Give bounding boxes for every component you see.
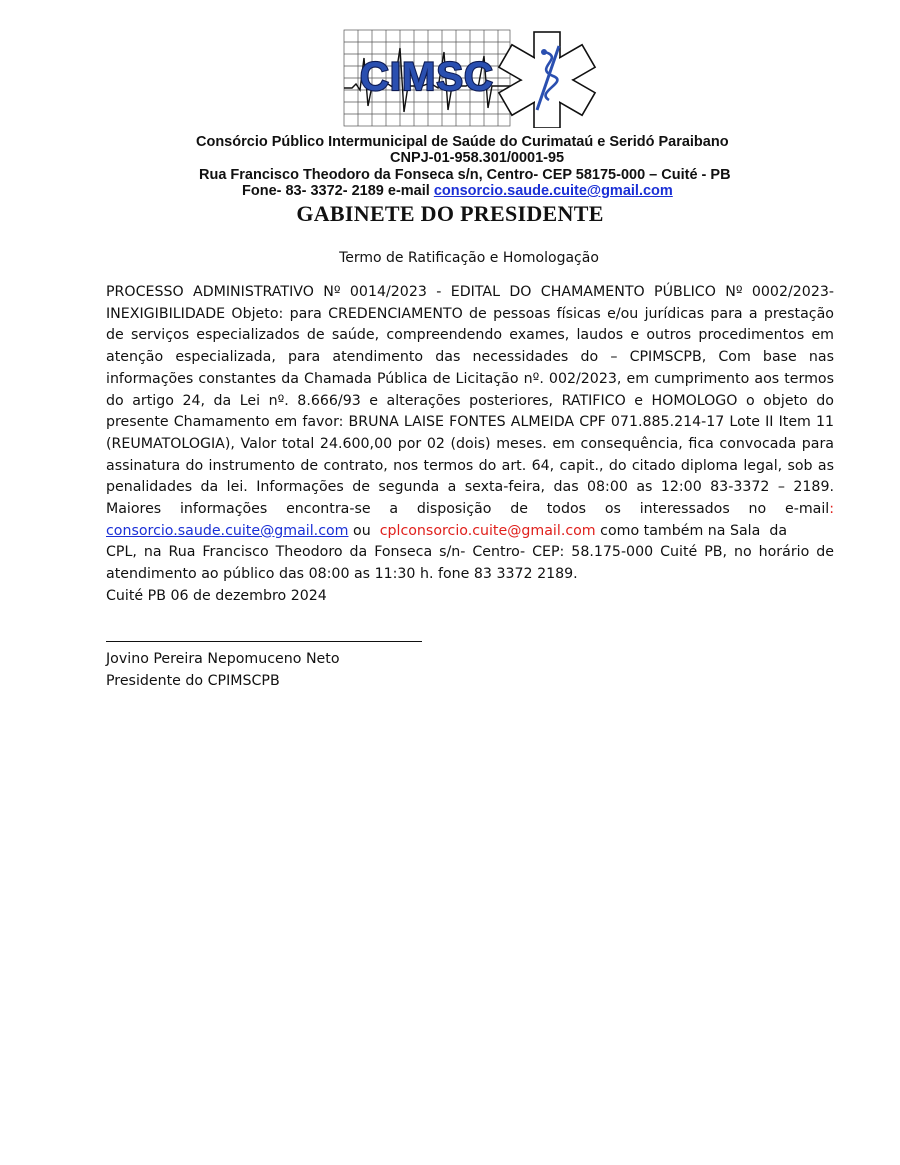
org-name: Consórcio Público Intermunicipal de Saúde do Curimataú e Seridó Paraibano [196, 134, 729, 150]
contact-word: interessados [639, 501, 730, 518]
body-line: penalidades da lei. Informações de segunda a sexta-feira, das 08:00 as 12:00 83-3372 – 2189. [106, 479, 834, 496]
body-line: atenção especializada, para atendimento das necessidades do – CPIMSCPB, Com base nas [106, 349, 834, 366]
after-emails-text: como também na Sala da [595, 522, 788, 539]
date-line: Cuité PB 06 de dezembro 2024 [106, 587, 327, 604]
body-line: assinatura do instrumento de contrato, nos termos do art. 64, capit., do citado diploma legal, sob as [106, 457, 834, 474]
signatory-name: Jovino Pereira Nepomuceno Neto [106, 651, 340, 667]
signatory-role: Presidente do CPIMSCPB [106, 672, 280, 689]
body-line: do artigo 24, da Lei nº. 8.666/93 e alterações posteriores, RATIFICO e HOMOLOGO o objeto do [106, 392, 834, 409]
contact-word: a [389, 501, 399, 518]
body-line: informações constantes da Chamada Pública de Licitação nº. 002/2023, em cumprimento aos termos [106, 370, 834, 387]
phone-text: Fone- 83- 3372- 2189 e-mail [242, 183, 434, 199]
body-line: CPL, na Rua Francisco Theodoro da Fonseca s/n- Centro- CEP: 58.175-000 Cuité PB, no horário de [106, 544, 834, 561]
body-line: (REUMATOLOGIA), Valor total 24.600,00 por 02 (dois) meses. em consequência, fica convocada para [106, 435, 834, 452]
body-line-emails [106, 521, 834, 543]
contact-line [242, 183, 673, 199]
contact-word: todos [546, 501, 587, 518]
signature-block [106, 649, 340, 692]
office-title: GABINETE DO PRESIDENTE [296, 201, 604, 226]
contact-word: no [748, 501, 767, 518]
body-line: de serviços especializados de saúde, compreendendo exames, laudos e outros procedimentos em [106, 327, 834, 344]
body-line: presente Chamamento em favor: BRUNA LAISE FONTES ALMEIDA CPF 071.885.214-17 Lote II Item 11 [106, 414, 834, 431]
header-email-link[interactable]: consorcio.saude.cuite@gmail.com [433, 183, 673, 199]
cnpj-number: CNPJ-01-958.301/0001-95 [390, 150, 565, 166]
contact-word: os [604, 501, 621, 518]
body-line: INEXIGIBILIDADE Objeto: para CREDENCIAMENTO de pessoas físicas e/ou jurídicas para a prestação [106, 305, 834, 322]
body-line: PROCESSO ADMINISTRATIVO Nº 0014/2023 - EDITAL DO CHAMAMENTO PÚBLICO Nº 0002/2023- [106, 284, 834, 300]
contact-word: informações [179, 501, 268, 518]
svg-text:CIMSC: CIMSC [360, 55, 494, 99]
document-body [106, 282, 834, 608]
contact-word: e-mail: [784, 501, 834, 518]
signature-line [106, 641, 422, 642]
contact-word: Maiores [106, 501, 162, 518]
contact-word: encontra-se [286, 501, 371, 518]
contact-word: de [510, 501, 528, 518]
body-email-link-2[interactable]: cplconsorcio.cuite@gmail.com [379, 522, 596, 539]
org-address: Rua Francisco Theodoro da Fonseca s/n, Centro- CEP 58175-000 – Cuité - PB [199, 167, 731, 183]
star-of-life-icon [499, 32, 595, 128]
email-connector: ou [348, 522, 380, 539]
cimsc-logo [342, 28, 600, 128]
body-line: atendimento ao público das 08:00 as 11:30 h. fone 83 3372 2189. [106, 566, 578, 583]
body-line-contact [106, 499, 834, 521]
colon: : [829, 501, 834, 518]
document-title: Termo de Ratificação e Homologação [339, 250, 599, 266]
contact-word: disposição [416, 501, 492, 518]
body-email-link-1[interactable]: consorcio.saude.cuite@gmail.com [106, 522, 349, 539]
cimsc-logo-graphic [342, 28, 600, 128]
